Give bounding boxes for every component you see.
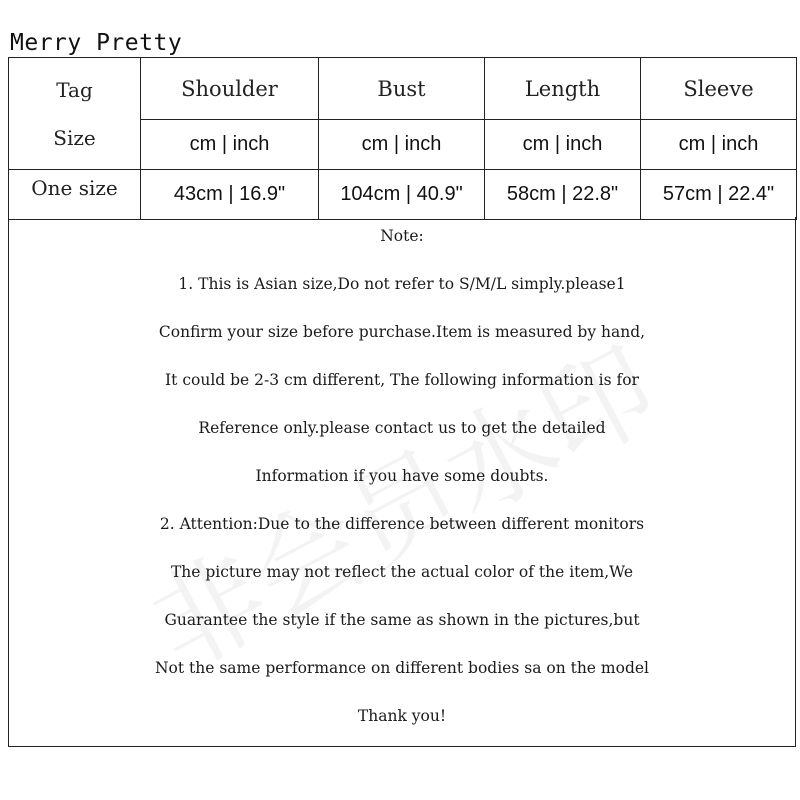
tag-size-header: [9, 58, 141, 170]
value-sleeve: 57cm | 22.4": [641, 170, 797, 220]
tag-label: Tag: [56, 77, 93, 102]
header-row: [9, 58, 797, 120]
brand-name: Merry Pretty: [10, 30, 183, 56]
note-line: Reference only.please contact us to get the detailed: [198, 419, 606, 437]
value-shoulder: 43cm | 16.9": [141, 170, 319, 220]
unit-shoulder: cm | inch: [141, 120, 319, 170]
note-line: Not the same performance on different bodies sa on the model: [154, 659, 649, 677]
unit-length: cm | inch: [485, 120, 641, 170]
size-chart-table: [8, 57, 797, 220]
value-bust: 104cm | 40.9": [319, 170, 485, 220]
table-row: [9, 170, 797, 220]
column-header-sleeve: Sleeve: [641, 58, 797, 120]
value-length: 58cm | 22.8": [485, 170, 641, 220]
note-line: Confirm your size before purchase.Item is measured by hand,: [158, 323, 646, 341]
note-line: It could be 2-3 cm different, The following information is for: [165, 371, 639, 389]
size-label: Size: [53, 125, 96, 150]
unit-bust: cm | inch: [319, 120, 485, 170]
note-thanks: Thank you!: [357, 707, 447, 725]
column-header-length: Length: [485, 58, 641, 120]
note-title: Note:: [380, 227, 424, 245]
size-name: One size: [9, 170, 141, 220]
note-line: 1. This is Asian size,Do not refer to S/M/L simply.please1: [178, 275, 626, 293]
note-box: [8, 217, 796, 747]
column-header-shoulder: Shoulder: [141, 58, 319, 120]
note-line: The picture may not reflect the actual color of the item,We: [170, 563, 634, 581]
column-header-bust: Bust: [319, 58, 485, 120]
note-line: 2. Attention:Due to the difference between different monitors: [159, 515, 645, 533]
note-line: Information if you have some doubts.: [255, 467, 549, 485]
note-line: Guarantee the style if the same as shown in the pictures,but: [164, 611, 640, 629]
unit-sleeve: cm | inch: [641, 120, 797, 170]
